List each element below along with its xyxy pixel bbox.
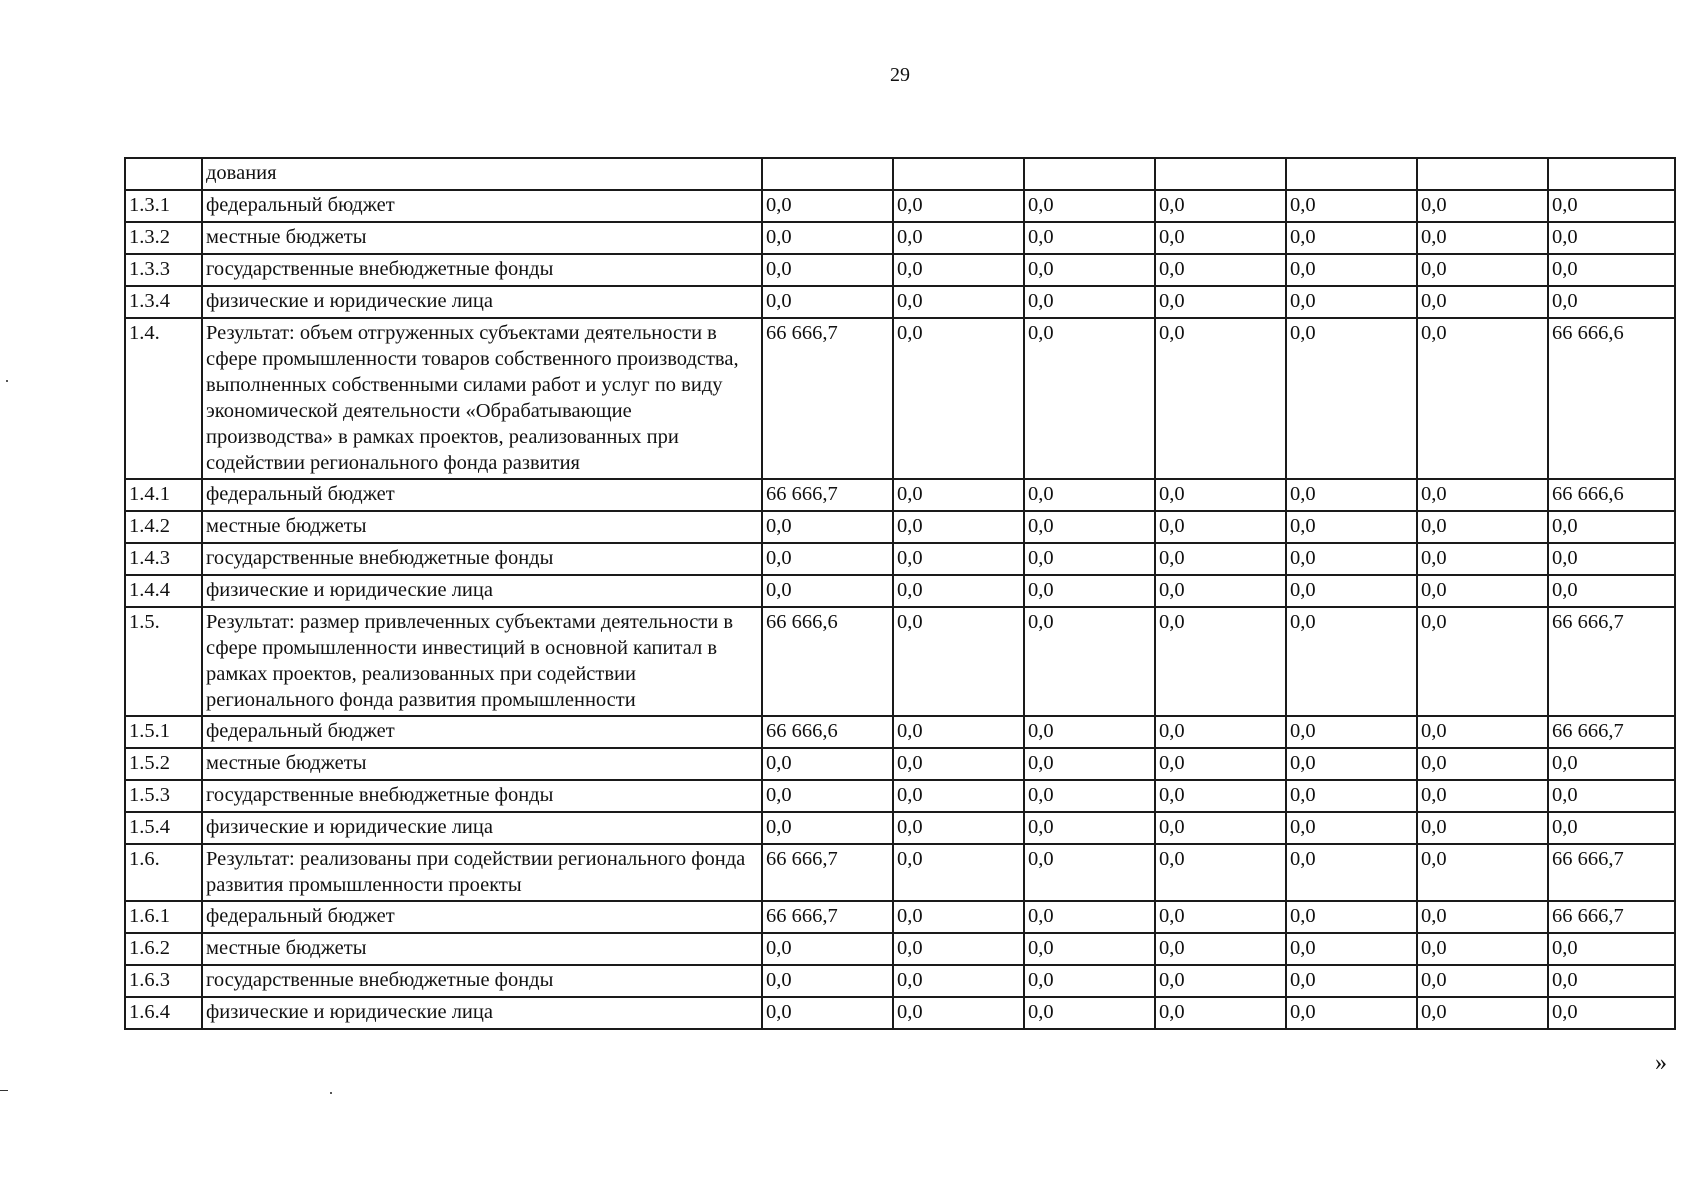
value-cell: 0,0	[1155, 965, 1286, 997]
value-cell: 0,0	[1286, 812, 1417, 844]
value-cell: 0,0	[893, 812, 1024, 844]
value-cell: 0,0	[1024, 844, 1155, 901]
value-cell: 0,0	[1024, 543, 1155, 575]
value-cell: 0,0	[1417, 254, 1548, 286]
value-cell: 0,0	[1155, 318, 1286, 479]
value-cell: 0,0	[1417, 965, 1548, 997]
value-cell: 0,0	[762, 575, 893, 607]
value-cell: 0,0	[893, 543, 1024, 575]
value-cell: 0,0	[1155, 479, 1286, 511]
value-cell: 0,0	[1024, 254, 1155, 286]
value-cell	[1024, 158, 1155, 190]
value-cell: 0,0	[1286, 844, 1417, 901]
value-cell: 0,0	[1155, 812, 1286, 844]
value-cell: 0,0	[1417, 479, 1548, 511]
row-number-cell: 1.5.	[125, 607, 202, 716]
row-description-cell: Результат: объем отгруженных субъектами деятельности в сфере промышленности товаров собственного производства, выполненных собственными силами работ и услуг по виду экономической деятельности «Обрабатывающие производства» в рамках проектов, реализованных при содействии регионального фонда развития	[202, 318, 762, 479]
table-row	[125, 965, 1675, 997]
value-cell: 0,0	[1548, 965, 1675, 997]
value-cell: 0,0	[1024, 748, 1155, 780]
value-cell	[1155, 158, 1286, 190]
value-cell: 0,0	[1286, 748, 1417, 780]
value-cell: 0,0	[1417, 286, 1548, 318]
scan-artifact-dot	[330, 1092, 332, 1094]
value-cell: 66 666,7	[762, 318, 893, 479]
value-cell: 0,0	[1155, 933, 1286, 965]
value-cell: 0,0	[1286, 575, 1417, 607]
value-cell: 0,0	[1417, 997, 1548, 1029]
value-cell: 0,0	[1024, 965, 1155, 997]
row-description-cell: государственные внебюджетные фонды	[202, 254, 762, 286]
value-cell	[1548, 158, 1675, 190]
value-cell: 66 666,6	[762, 607, 893, 716]
value-cell: 0,0	[1548, 222, 1675, 254]
value-cell: 66 666,7	[1548, 607, 1675, 716]
value-cell: 0,0	[1155, 607, 1286, 716]
table-row	[125, 575, 1675, 607]
value-cell: 0,0	[762, 780, 893, 812]
value-cell: 0,0	[1155, 780, 1286, 812]
row-description-cell: Результат: размер привлеченных субъектами деятельности в сфере промышленности инвестиций в основной капитал в рамках проектов, реализованных при содействии регионального фонда развития промышленности	[202, 607, 762, 716]
table-row	[125, 318, 1675, 479]
value-cell: 0,0	[762, 190, 893, 222]
value-cell: 0,0	[1155, 716, 1286, 748]
value-cell: 0,0	[1024, 997, 1155, 1029]
row-description-cell: местные бюджеты	[202, 933, 762, 965]
table-row	[125, 254, 1675, 286]
value-cell: 66 666,6	[1548, 479, 1675, 511]
value-cell: 0,0	[762, 254, 893, 286]
value-cell: 0,0	[1024, 318, 1155, 479]
value-cell: 0,0	[893, 607, 1024, 716]
value-cell: 0,0	[1155, 844, 1286, 901]
value-cell: 0,0	[893, 286, 1024, 318]
table-row	[125, 543, 1675, 575]
row-number-cell: 1.6.4	[125, 997, 202, 1029]
value-cell: 0,0	[762, 997, 893, 1029]
row-number-cell: 1.5.3	[125, 780, 202, 812]
page-number: 29	[890, 64, 910, 86]
value-cell: 0,0	[1024, 286, 1155, 318]
row-number-cell: 1.4.3	[125, 543, 202, 575]
value-cell: 0,0	[1024, 222, 1155, 254]
table-row	[125, 844, 1675, 901]
value-cell	[762, 158, 893, 190]
row-number-cell: 1.4.4	[125, 575, 202, 607]
value-cell: 0,0	[1155, 254, 1286, 286]
value-cell: 0,0	[893, 716, 1024, 748]
row-description-cell: физические и юридические лица	[202, 575, 762, 607]
value-cell: 0,0	[1417, 575, 1548, 607]
row-number-cell: 1.3.3	[125, 254, 202, 286]
value-cell	[1286, 158, 1417, 190]
row-number-cell: 1.5.2	[125, 748, 202, 780]
table-row	[125, 933, 1675, 965]
value-cell: 0,0	[1417, 716, 1548, 748]
value-cell: 0,0	[1024, 575, 1155, 607]
row-number-cell: 1.4.	[125, 318, 202, 479]
row-description-cell: физические и юридические лица	[202, 997, 762, 1029]
table-row	[125, 158, 1675, 190]
value-cell: 66 666,7	[1548, 716, 1675, 748]
value-cell: 0,0	[1286, 254, 1417, 286]
value-cell: 0,0	[893, 933, 1024, 965]
value-cell: 0,0	[1286, 997, 1417, 1029]
row-number-cell: 1.3.2	[125, 222, 202, 254]
value-cell: 0,0	[1286, 479, 1417, 511]
row-number-cell	[125, 158, 202, 190]
row-description-cell: федеральный бюджет	[202, 479, 762, 511]
value-cell: 0,0	[1024, 780, 1155, 812]
value-cell: 0,0	[1417, 844, 1548, 901]
value-cell: 0,0	[762, 511, 893, 543]
row-description-cell: местные бюджеты	[202, 748, 762, 780]
table-row	[125, 607, 1675, 716]
row-number-cell: 1.3.4	[125, 286, 202, 318]
table-row	[125, 511, 1675, 543]
row-description-cell: государственные внебюджетные фонды	[202, 780, 762, 812]
value-cell: 0,0	[893, 318, 1024, 479]
value-cell: 0,0	[1286, 716, 1417, 748]
value-cell: 0,0	[1548, 575, 1675, 607]
value-cell: 0,0	[1155, 543, 1286, 575]
value-cell: 0,0	[1417, 607, 1548, 716]
value-cell: 0,0	[1155, 997, 1286, 1029]
value-cell: 0,0	[1286, 318, 1417, 479]
row-number-cell: 1.5.1	[125, 716, 202, 748]
row-description-cell: дования	[202, 158, 762, 190]
value-cell: 66 666,7	[1548, 844, 1675, 901]
value-cell: 0,0	[893, 479, 1024, 511]
row-number-cell: 1.6.3	[125, 965, 202, 997]
value-cell: 0,0	[1417, 543, 1548, 575]
value-cell: 0,0	[1417, 318, 1548, 479]
table-row	[125, 716, 1675, 748]
value-cell: 0,0	[1548, 190, 1675, 222]
row-number-cell: 1.6.2	[125, 933, 202, 965]
value-cell: 0,0	[1548, 933, 1675, 965]
value-cell: 0,0	[1024, 190, 1155, 222]
value-cell	[893, 158, 1024, 190]
value-cell: 0,0	[893, 901, 1024, 933]
row-number-cell: 1.4.1	[125, 479, 202, 511]
value-cell: 0,0	[1417, 901, 1548, 933]
row-description-cell: государственные внебюджетные фонды	[202, 965, 762, 997]
value-cell: 0,0	[1286, 190, 1417, 222]
budget-table-container	[124, 157, 1676, 1030]
row-description-cell: федеральный бюджет	[202, 716, 762, 748]
value-cell: 0,0	[1024, 511, 1155, 543]
table-row	[125, 748, 1675, 780]
value-cell: 0,0	[762, 748, 893, 780]
value-cell: 66 666,7	[762, 901, 893, 933]
value-cell: 0,0	[893, 190, 1024, 222]
value-cell: 0,0	[1548, 543, 1675, 575]
value-cell: 0,0	[1417, 812, 1548, 844]
value-cell: 0,0	[1548, 511, 1675, 543]
row-description-cell: местные бюджеты	[202, 511, 762, 543]
table-row	[125, 190, 1675, 222]
table-row	[125, 780, 1675, 812]
value-cell: 0,0	[1286, 607, 1417, 716]
value-cell: 0,0	[1286, 511, 1417, 543]
row-number-cell: 1.6.	[125, 844, 202, 901]
value-cell: 0,0	[1155, 190, 1286, 222]
value-cell: 0,0	[893, 997, 1024, 1029]
value-cell: 0,0	[1155, 286, 1286, 318]
value-cell: 66 666,6	[1548, 318, 1675, 479]
table-row	[125, 901, 1675, 933]
value-cell: 0,0	[1548, 812, 1675, 844]
value-cell: 0,0	[1024, 812, 1155, 844]
value-cell: 0,0	[1548, 286, 1675, 318]
value-cell: 0,0	[1417, 222, 1548, 254]
value-cell: 0,0	[762, 222, 893, 254]
value-cell: 0,0	[1024, 933, 1155, 965]
value-cell: 0,0	[1024, 607, 1155, 716]
row-number-cell: 1.3.1	[125, 190, 202, 222]
table-row	[125, 479, 1675, 511]
table-row	[125, 997, 1675, 1029]
value-cell: 0,0	[1155, 511, 1286, 543]
row-description-cell: федеральный бюджет	[202, 190, 762, 222]
row-number-cell: 1.5.4	[125, 812, 202, 844]
budget-table	[124, 157, 1676, 1030]
scan-artifact-dot	[6, 380, 8, 382]
value-cell: 0,0	[893, 780, 1024, 812]
value-cell: 0,0	[893, 575, 1024, 607]
value-cell: 0,0	[1548, 780, 1675, 812]
value-cell: 0,0	[1417, 933, 1548, 965]
table-row	[125, 222, 1675, 254]
value-cell: 0,0	[1286, 965, 1417, 997]
value-cell: 0,0	[1155, 901, 1286, 933]
value-cell: 0,0	[1286, 222, 1417, 254]
value-cell: 66 666,7	[762, 844, 893, 901]
value-cell: 0,0	[1024, 901, 1155, 933]
value-cell: 0,0	[893, 254, 1024, 286]
value-cell: 0,0	[893, 844, 1024, 901]
value-cell: 0,0	[1548, 254, 1675, 286]
value-cell: 0,0	[1024, 479, 1155, 511]
value-cell: 0,0	[893, 511, 1024, 543]
value-cell: 0,0	[1417, 780, 1548, 812]
row-number-cell: 1.4.2	[125, 511, 202, 543]
value-cell: 66 666,7	[762, 479, 893, 511]
value-cell: 0,0	[1155, 575, 1286, 607]
value-cell: 0,0	[1548, 748, 1675, 780]
table-row	[125, 812, 1675, 844]
value-cell: 0,0	[1548, 997, 1675, 1029]
scan-artifact-dash	[0, 1090, 8, 1091]
value-cell: 0,0	[1024, 716, 1155, 748]
value-cell: 0,0	[1286, 901, 1417, 933]
value-cell: 0,0	[762, 286, 893, 318]
row-description-cell: государственные внебюджетные фонды	[202, 543, 762, 575]
value-cell	[1417, 158, 1548, 190]
row-description-cell: местные бюджеты	[202, 222, 762, 254]
row-description-cell: физические и юридические лица	[202, 812, 762, 844]
value-cell: 0,0	[762, 543, 893, 575]
budget-table-body	[125, 158, 1675, 1029]
value-cell: 0,0	[1155, 222, 1286, 254]
table-row	[125, 286, 1675, 318]
value-cell: 0,0	[893, 222, 1024, 254]
row-description-cell: федеральный бюджет	[202, 901, 762, 933]
value-cell: 0,0	[1286, 933, 1417, 965]
row-description-cell: Результат: реализованы при содействии регионального фонда развития промышленности проекты	[202, 844, 762, 901]
row-description-cell: физические и юридические лица	[202, 286, 762, 318]
value-cell: 0,0	[1286, 780, 1417, 812]
value-cell: 0,0	[762, 933, 893, 965]
value-cell: 0,0	[893, 748, 1024, 780]
value-cell: 0,0	[1417, 748, 1548, 780]
value-cell: 0,0	[762, 965, 893, 997]
value-cell: 0,0	[762, 812, 893, 844]
value-cell: 66 666,7	[1548, 901, 1675, 933]
row-number-cell: 1.6.1	[125, 901, 202, 933]
value-cell: 0,0	[1286, 543, 1417, 575]
value-cell: 0,0	[1155, 748, 1286, 780]
value-cell: 0,0	[893, 965, 1024, 997]
value-cell: 66 666,6	[762, 716, 893, 748]
closing-quote-mark: »	[1655, 1050, 1667, 1076]
value-cell: 0,0	[1417, 511, 1548, 543]
value-cell: 0,0	[1286, 286, 1417, 318]
value-cell: 0,0	[1417, 190, 1548, 222]
